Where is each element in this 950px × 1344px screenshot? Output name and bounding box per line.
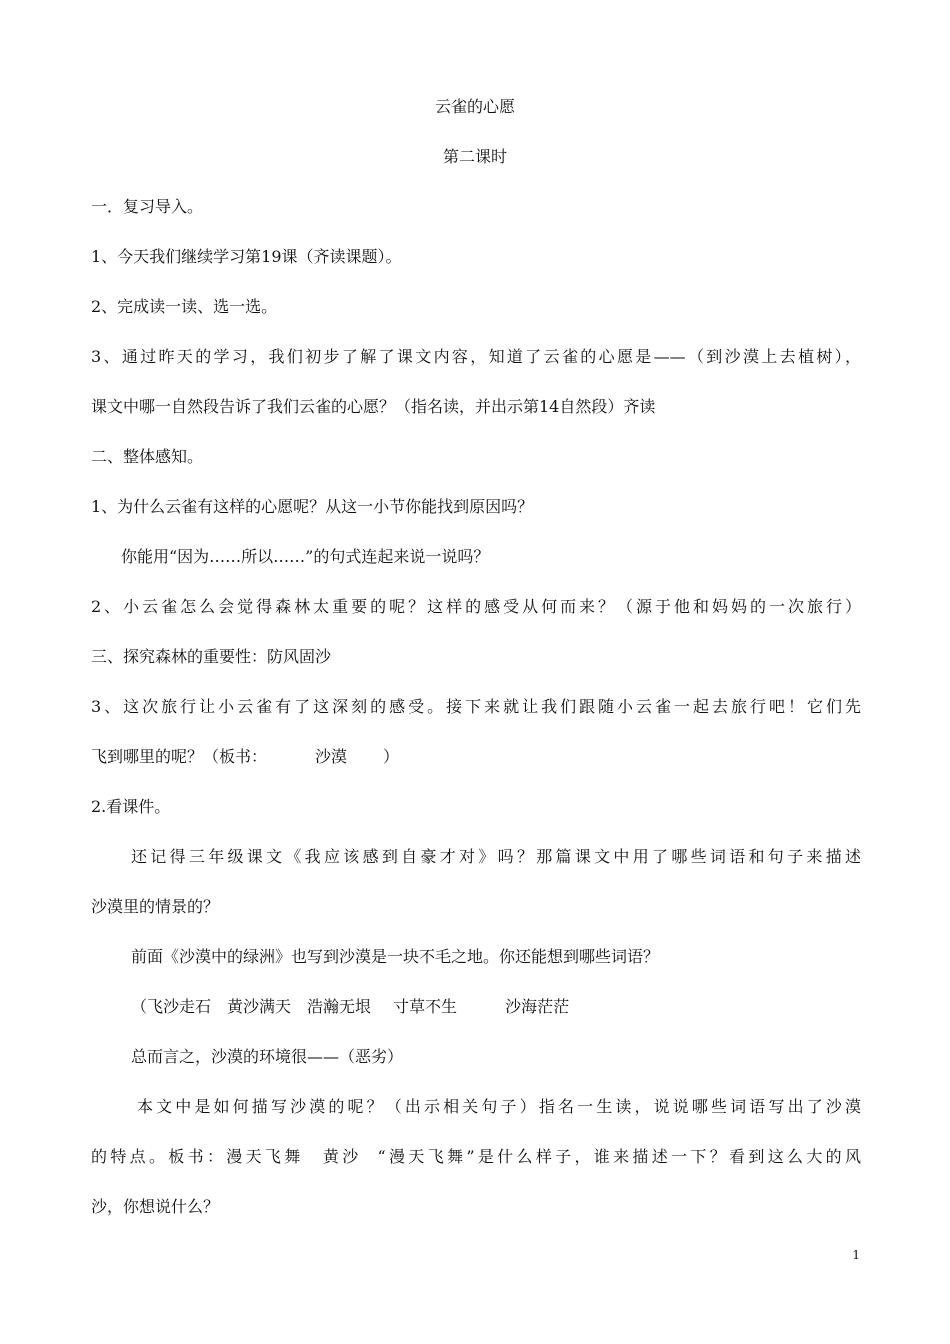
- text-run: 飞到哪里的呢？（板书：: [91, 747, 268, 766]
- paragraph-indented: 总而言之，沙漠的环境很——（恶劣）: [131, 1047, 404, 1066]
- document-title: 云雀的心愿: [434, 97, 515, 116]
- word-item: 沙海茫茫: [505, 997, 570, 1016]
- section-heading-explore: 三、探究森林的重要性：防风固沙: [91, 647, 332, 666]
- paragraph-continuation: 沙漠里的情景的？: [91, 897, 220, 916]
- word-item: 黄沙满天: [227, 997, 292, 1016]
- page-number: 1: [852, 1248, 860, 1262]
- paragraph: 1、为什么云雀有这样的心愿呢？从这一小节你能找到原因吗？: [91, 497, 534, 516]
- paragraph-continuation: [91, 1146, 861, 1168]
- word-item: 寸草不生: [393, 997, 458, 1016]
- word-item: （飞沙走石: [131, 997, 212, 1016]
- paragraph-indented: 还记得三年级课文《我应该感到自豪才对》吗？那篇课文中用了哪些词语和句子来描述: [131, 847, 861, 866]
- document-subtitle: 第二课时: [442, 147, 507, 166]
- section-heading-review: 一．复习导入。: [91, 197, 204, 216]
- paragraph: 1、今天我们继续学习第19课（齐读课题）。: [91, 247, 402, 266]
- word-list: [131, 996, 861, 1018]
- text-run: ）: [383, 747, 400, 766]
- paragraph: 2.看课件。: [91, 797, 171, 816]
- text-run: 的特点。板书：漫天飞舞: [91, 1147, 304, 1166]
- word-item: 浩瀚无垠: [307, 997, 372, 1016]
- section-heading-overview: 二、整体感知。: [91, 447, 204, 466]
- paragraph-continuation: 沙，你想说什么？: [91, 1197, 220, 1216]
- paragraph-indented: 本文中是如何描写沙漠的呢？（出示相关句子）指名一生读，说说哪些词语写出了沙漠: [137, 1097, 861, 1116]
- paragraph: 3、这次旅行让小云雀有了这深刻的感受。接下来就让我们跟随小云雀一起去旅行吧！它们先: [91, 697, 861, 716]
- paragraph-continuation: 课文中哪一自然段告诉了我们云雀的心愿？（指名读，并出示第14自然段）齐读: [91, 397, 656, 416]
- paragraph: 2、完成读一读、选一选。: [91, 297, 278, 316]
- paragraph-indented: 前面《沙漠中的绿洲》也写到沙漠是一块不毛之地。你还能想到哪些词语？: [131, 947, 660, 966]
- paragraph-indented: 你能用“因为……所以……”的句式连起来说一说吗？: [121, 547, 490, 566]
- text-run: “漫天飞舞”是什么样子，谁来描述一下？看到这么大的风: [377, 1147, 861, 1166]
- paragraph: 2、小云雀怎么会觉得森林太重要的呢？这样的感受从何而来？（源于他和妈妈的一次旅行）: [91, 597, 861, 616]
- paragraph-continuation: [91, 746, 861, 768]
- blackboard-term: 黄沙: [319, 1147, 362, 1166]
- blackboard-term: 沙漠: [315, 747, 348, 766]
- paragraph: 3、通过昨天的学习，我们初步了解了课文内容，知道了云雀的心愿是——（到沙漠上去植树），: [91, 347, 861, 366]
